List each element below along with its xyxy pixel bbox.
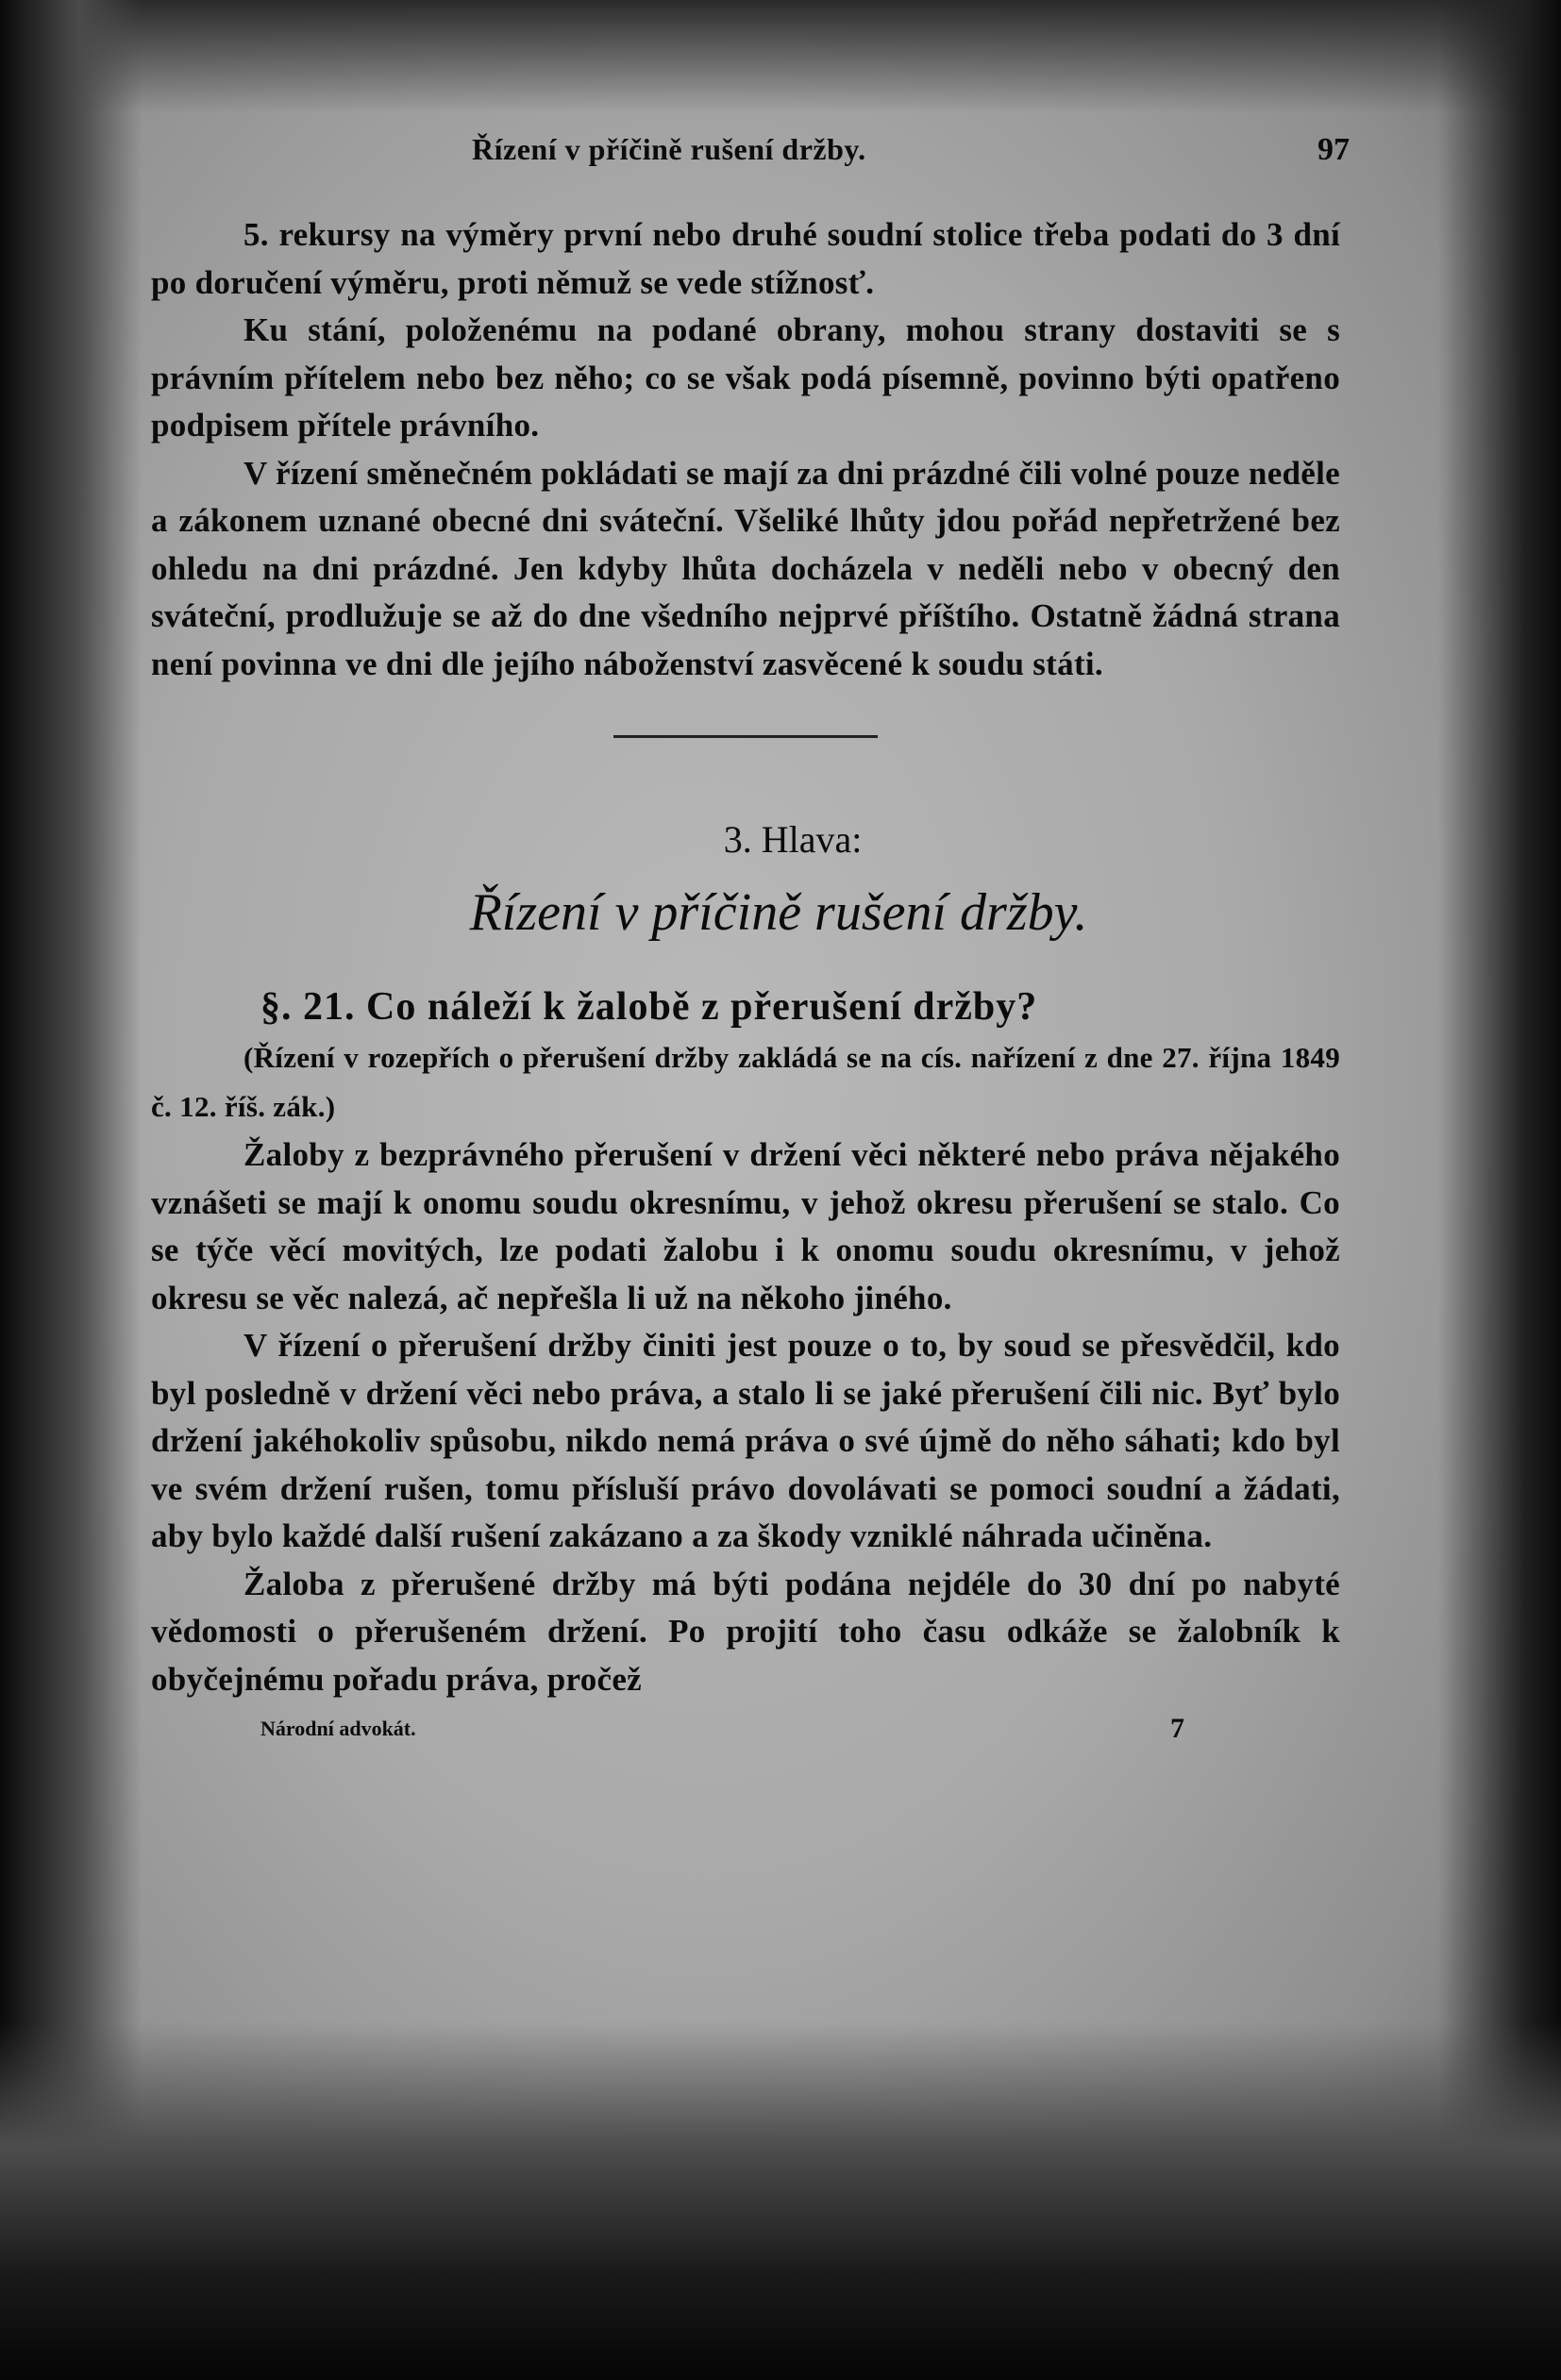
separator-rule <box>613 735 878 738</box>
page-header <box>151 132 1350 185</box>
paragraph-rizeni-o-preruseni: V řízení o přerušení držby činiti jest pouze o to, by soud se přesvědčil, kdo byl posledně v držení věci nebo práva, a stalo li se jaké přerušení čili nic. Byť bylo držení jakéhokoliv spůsobu, nikdo nemá práva o své újmě do něho sáhati; kdo byl ve svém držení rušen, tomu přísluší právo dovolávati se pomoci soudní a žádati, aby bylo každé další rušení zakázano a za škody vzniklé náhrada učiněna. <box>151 1327 1340 1554</box>
page-number: 97 <box>1318 132 1350 167</box>
page-footer <box>151 1713 1340 1764</box>
scan-shadow-bottom <box>0 2021 1561 2380</box>
section-heading: §. 21. Co náleží k žalobě z přerušení držby? <box>260 985 1038 1029</box>
paragraph-smenecne-rizeni: V řízení směnečném pokládati se mají za dni prázdné čili volné pouze neděle a zákonem uznané obecné dni sváteční. Všeliké lhůty jdou pořád nepřetržené bez ohledu na dni prázdné. Jen kdyby lhůta docházela v neděli nebo v obecný den sváteční, prodlužuje se až do dne všedního nejprvé příštího. Ostatně žádná strana není povinna ve dni dle jejího náboženství zasvěcené k soudu státi. <box>151 454 1340 682</box>
paragraph-rekursy: 5. rekursy na výměry první nebo druhé soudní stolice třeba podati do 3 dní po doručení výměru, proti němuž se vede stížnosť. <box>151 216 1340 301</box>
chapter-number: 3. Hlava: <box>723 818 863 861</box>
chapter-title: Řízení v příčině rušení držby. <box>469 883 1088 942</box>
paragraph-stani: Ku stání, položenému na podané obrany, mohou strany dostaviti se s právním přítelem nebo bez něho; co se však podá písemně, povinno býti opatřeno podpisem přítele právního. <box>151 311 1340 444</box>
scan-shadow-top <box>0 0 1561 113</box>
running-title: Řízení v příčině rušení držby. <box>472 132 866 166</box>
page-content <box>151 132 1350 1764</box>
paragraph-zaloba-lhuta: Žaloba z přerušené držby má býti podána nejdéle do 30 dní po nabyté vědomosti o přerušeném držení. Po projití toho času odkáže se žalobník k obyčejnému pořadu práva, pročež <box>151 1565 1340 1698</box>
paragraph-zaloby: Žaloby z bezprávného přerušení v držení věci některé nebo práva nějakého vznášeti se mají k onomu soudu okresnímu, v jehož okresu přerušení se stalo. Co se týče věcí movitých, lze podati žalobu i k onomu soudu okresnímu, v jehož okresu se věc nalezá, ač nepřešla li už na někoho jiného. <box>151 1136 1340 1316</box>
sheet-number: 7 <box>1170 1713 1184 1744</box>
section-note: (Řízení v rozepřích o přerušení držby zakládá se na cís. nařízení z dne 27. října 1849 č. 12. říš. zák.) <box>151 1041 1340 1123</box>
printer-signature: Národní advokát. <box>260 1717 416 1740</box>
